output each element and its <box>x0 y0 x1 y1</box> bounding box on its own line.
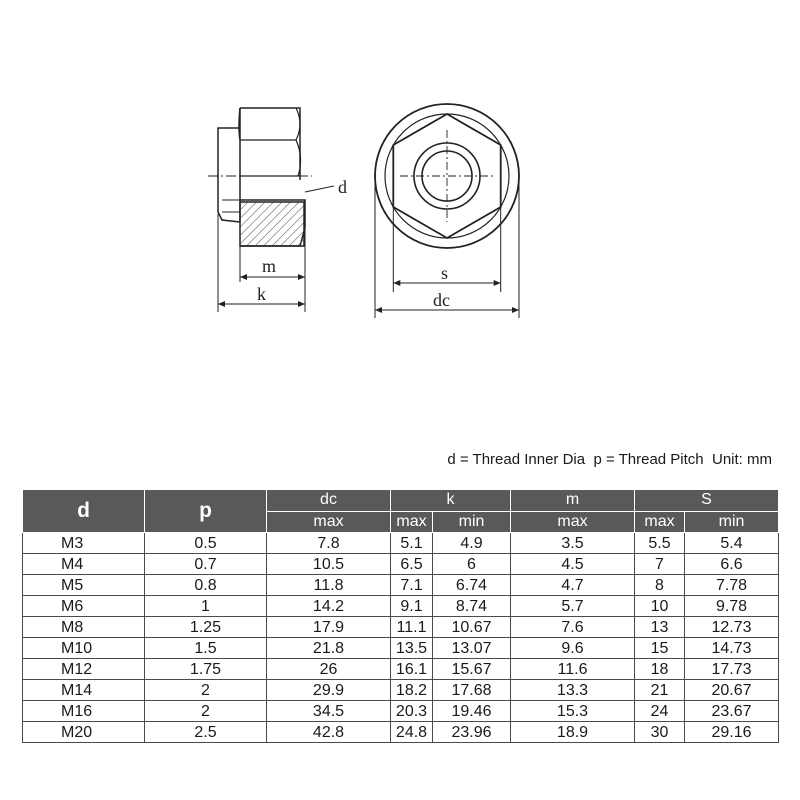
cell-m-max: 18.9 <box>511 722 635 743</box>
table-row <box>23 575 779 596</box>
cell-s-max: 5.5 <box>635 533 685 554</box>
cell-s-max: 13 <box>635 617 685 638</box>
cell-p: 2 <box>145 701 267 722</box>
header-k-max: max <box>391 511 433 533</box>
top-view <box>375 104 519 318</box>
cell-m-max: 4.7 <box>511 575 635 596</box>
table-row <box>23 554 779 575</box>
cell-k-max: 16.1 <box>391 659 433 680</box>
cell-s-max: 21 <box>635 680 685 701</box>
cell-k-max: 5.1 <box>391 533 433 554</box>
table-row <box>23 659 779 680</box>
cell-m-max: 5.7 <box>511 596 635 617</box>
header-k: k <box>391 490 511 512</box>
dim-label-k: k <box>257 284 266 304</box>
cell-dc-max: 42.8 <box>267 722 391 743</box>
cell-dc-max: 14.2 <box>267 596 391 617</box>
cell-s-min: 7.78 <box>685 575 779 596</box>
legend-line <box>0 451 772 468</box>
cell-k-max: 20.3 <box>391 701 433 722</box>
cell-m-max: 9.6 <box>511 638 635 659</box>
cell-m-max: 11.6 <box>511 659 635 680</box>
cell-dc-max: 11.8 <box>267 575 391 596</box>
header-m-max: max <box>511 511 635 533</box>
header-k-min: min <box>433 511 511 533</box>
cell-s-max: 24 <box>635 701 685 722</box>
cell-k-max: 9.1 <box>391 596 433 617</box>
cell-m-max: 3.5 <box>511 533 635 554</box>
legend-unit: Unit: mm <box>712 451 772 468</box>
cell-s-max: 15 <box>635 638 685 659</box>
dim-label-m: m <box>262 256 277 276</box>
cell-d: M4 <box>23 554 145 575</box>
cell-d: M6 <box>23 596 145 617</box>
cell-s-min: 20.67 <box>685 680 779 701</box>
table-row <box>23 722 779 743</box>
dim-label-d: d <box>338 177 347 197</box>
cell-p: 1 <box>145 596 267 617</box>
cell-k-max: 6.5 <box>391 554 433 575</box>
cell-s-min: 5.4 <box>685 533 779 554</box>
cell-k-min: 4.9 <box>433 533 511 554</box>
cell-s-max: 8 <box>635 575 685 596</box>
cell-k-max: 11.1 <box>391 617 433 638</box>
dim-label-dc: dc <box>433 290 450 310</box>
cell-d: M14 <box>23 680 145 701</box>
cell-d: M8 <box>23 617 145 638</box>
cell-m-max: 15.3 <box>511 701 635 722</box>
cell-k-max: 18.2 <box>391 680 433 701</box>
cell-s-min: 12.73 <box>685 617 779 638</box>
dimension-table <box>22 489 779 743</box>
cell-k-min: 6 <box>433 554 511 575</box>
header-d: d <box>23 490 145 533</box>
cell-k-min: 6.74 <box>433 575 511 596</box>
cell-s-max: 30 <box>635 722 685 743</box>
table-row <box>23 638 779 659</box>
cell-p: 0.8 <box>145 575 267 596</box>
cell-m-max: 7.6 <box>511 617 635 638</box>
header-s-min: min <box>685 511 779 533</box>
cell-dc-max: 34.5 <box>267 701 391 722</box>
cell-k-max: 24.8 <box>391 722 433 743</box>
cell-m-max: 13.3 <box>511 680 635 701</box>
cell-dc-max: 21.8 <box>267 638 391 659</box>
cell-s-max: 10 <box>635 596 685 617</box>
header-p: p <box>145 490 267 533</box>
header-dc: dc <box>267 490 391 512</box>
cell-p: 2 <box>145 680 267 701</box>
table-row <box>23 533 779 554</box>
cell-d: M3 <box>23 533 145 554</box>
cell-k-min: 17.68 <box>433 680 511 701</box>
cell-s-min: 14.73 <box>685 638 779 659</box>
cell-s-min: 29.16 <box>685 722 779 743</box>
cell-s-max: 7 <box>635 554 685 575</box>
cell-p: 1.25 <box>145 617 267 638</box>
table-row <box>23 680 779 701</box>
cell-dc-max: 29.9 <box>267 680 391 701</box>
cell-dc-max: 7.8 <box>267 533 391 554</box>
cell-p: 2.5 <box>145 722 267 743</box>
cell-k-min: 23.96 <box>433 722 511 743</box>
cell-k-min: 10.67 <box>433 617 511 638</box>
cell-dc-max: 26 <box>267 659 391 680</box>
legend-d-definition: d = Thread Inner Dia <box>447 451 586 468</box>
table-row <box>23 596 779 617</box>
cell-d: M20 <box>23 722 145 743</box>
cell-d: M16 <box>23 701 145 722</box>
cell-k-min: 13.07 <box>433 638 511 659</box>
header-m: m <box>511 490 635 512</box>
header-s: S <box>635 490 779 512</box>
cell-s-min: 9.78 <box>685 596 779 617</box>
cell-d: M5 <box>23 575 145 596</box>
cell-k-max: 7.1 <box>391 575 433 596</box>
header-dc-max: max <box>267 511 391 533</box>
table-row <box>23 617 779 638</box>
cell-p: 0.5 <box>145 533 267 554</box>
cell-d: M10 <box>23 638 145 659</box>
cell-k-min: 15.67 <box>433 659 511 680</box>
cell-m-max: 4.5 <box>511 554 635 575</box>
cell-p: 0.7 <box>145 554 267 575</box>
side-view <box>208 108 334 312</box>
cell-s-min: 17.73 <box>685 659 779 680</box>
cell-d: M12 <box>23 659 145 680</box>
cell-dc-max: 10.5 <box>267 554 391 575</box>
cell-k-max: 13.5 <box>391 638 433 659</box>
cell-k-min: 8.74 <box>433 596 511 617</box>
legend-p-definition: p = Thread Pitch <box>593 451 704 468</box>
cell-s-min: 6.6 <box>685 554 779 575</box>
cell-p: 1.5 <box>145 638 267 659</box>
cell-p: 1.75 <box>145 659 267 680</box>
cell-dc-max: 17.9 <box>267 617 391 638</box>
dim-label-s: s <box>441 263 449 283</box>
cell-k-min: 19.46 <box>433 701 511 722</box>
cell-s-max: 18 <box>635 659 685 680</box>
header-s-max: max <box>635 511 685 533</box>
table-row <box>23 701 779 722</box>
cell-s-min: 23.67 <box>685 701 779 722</box>
